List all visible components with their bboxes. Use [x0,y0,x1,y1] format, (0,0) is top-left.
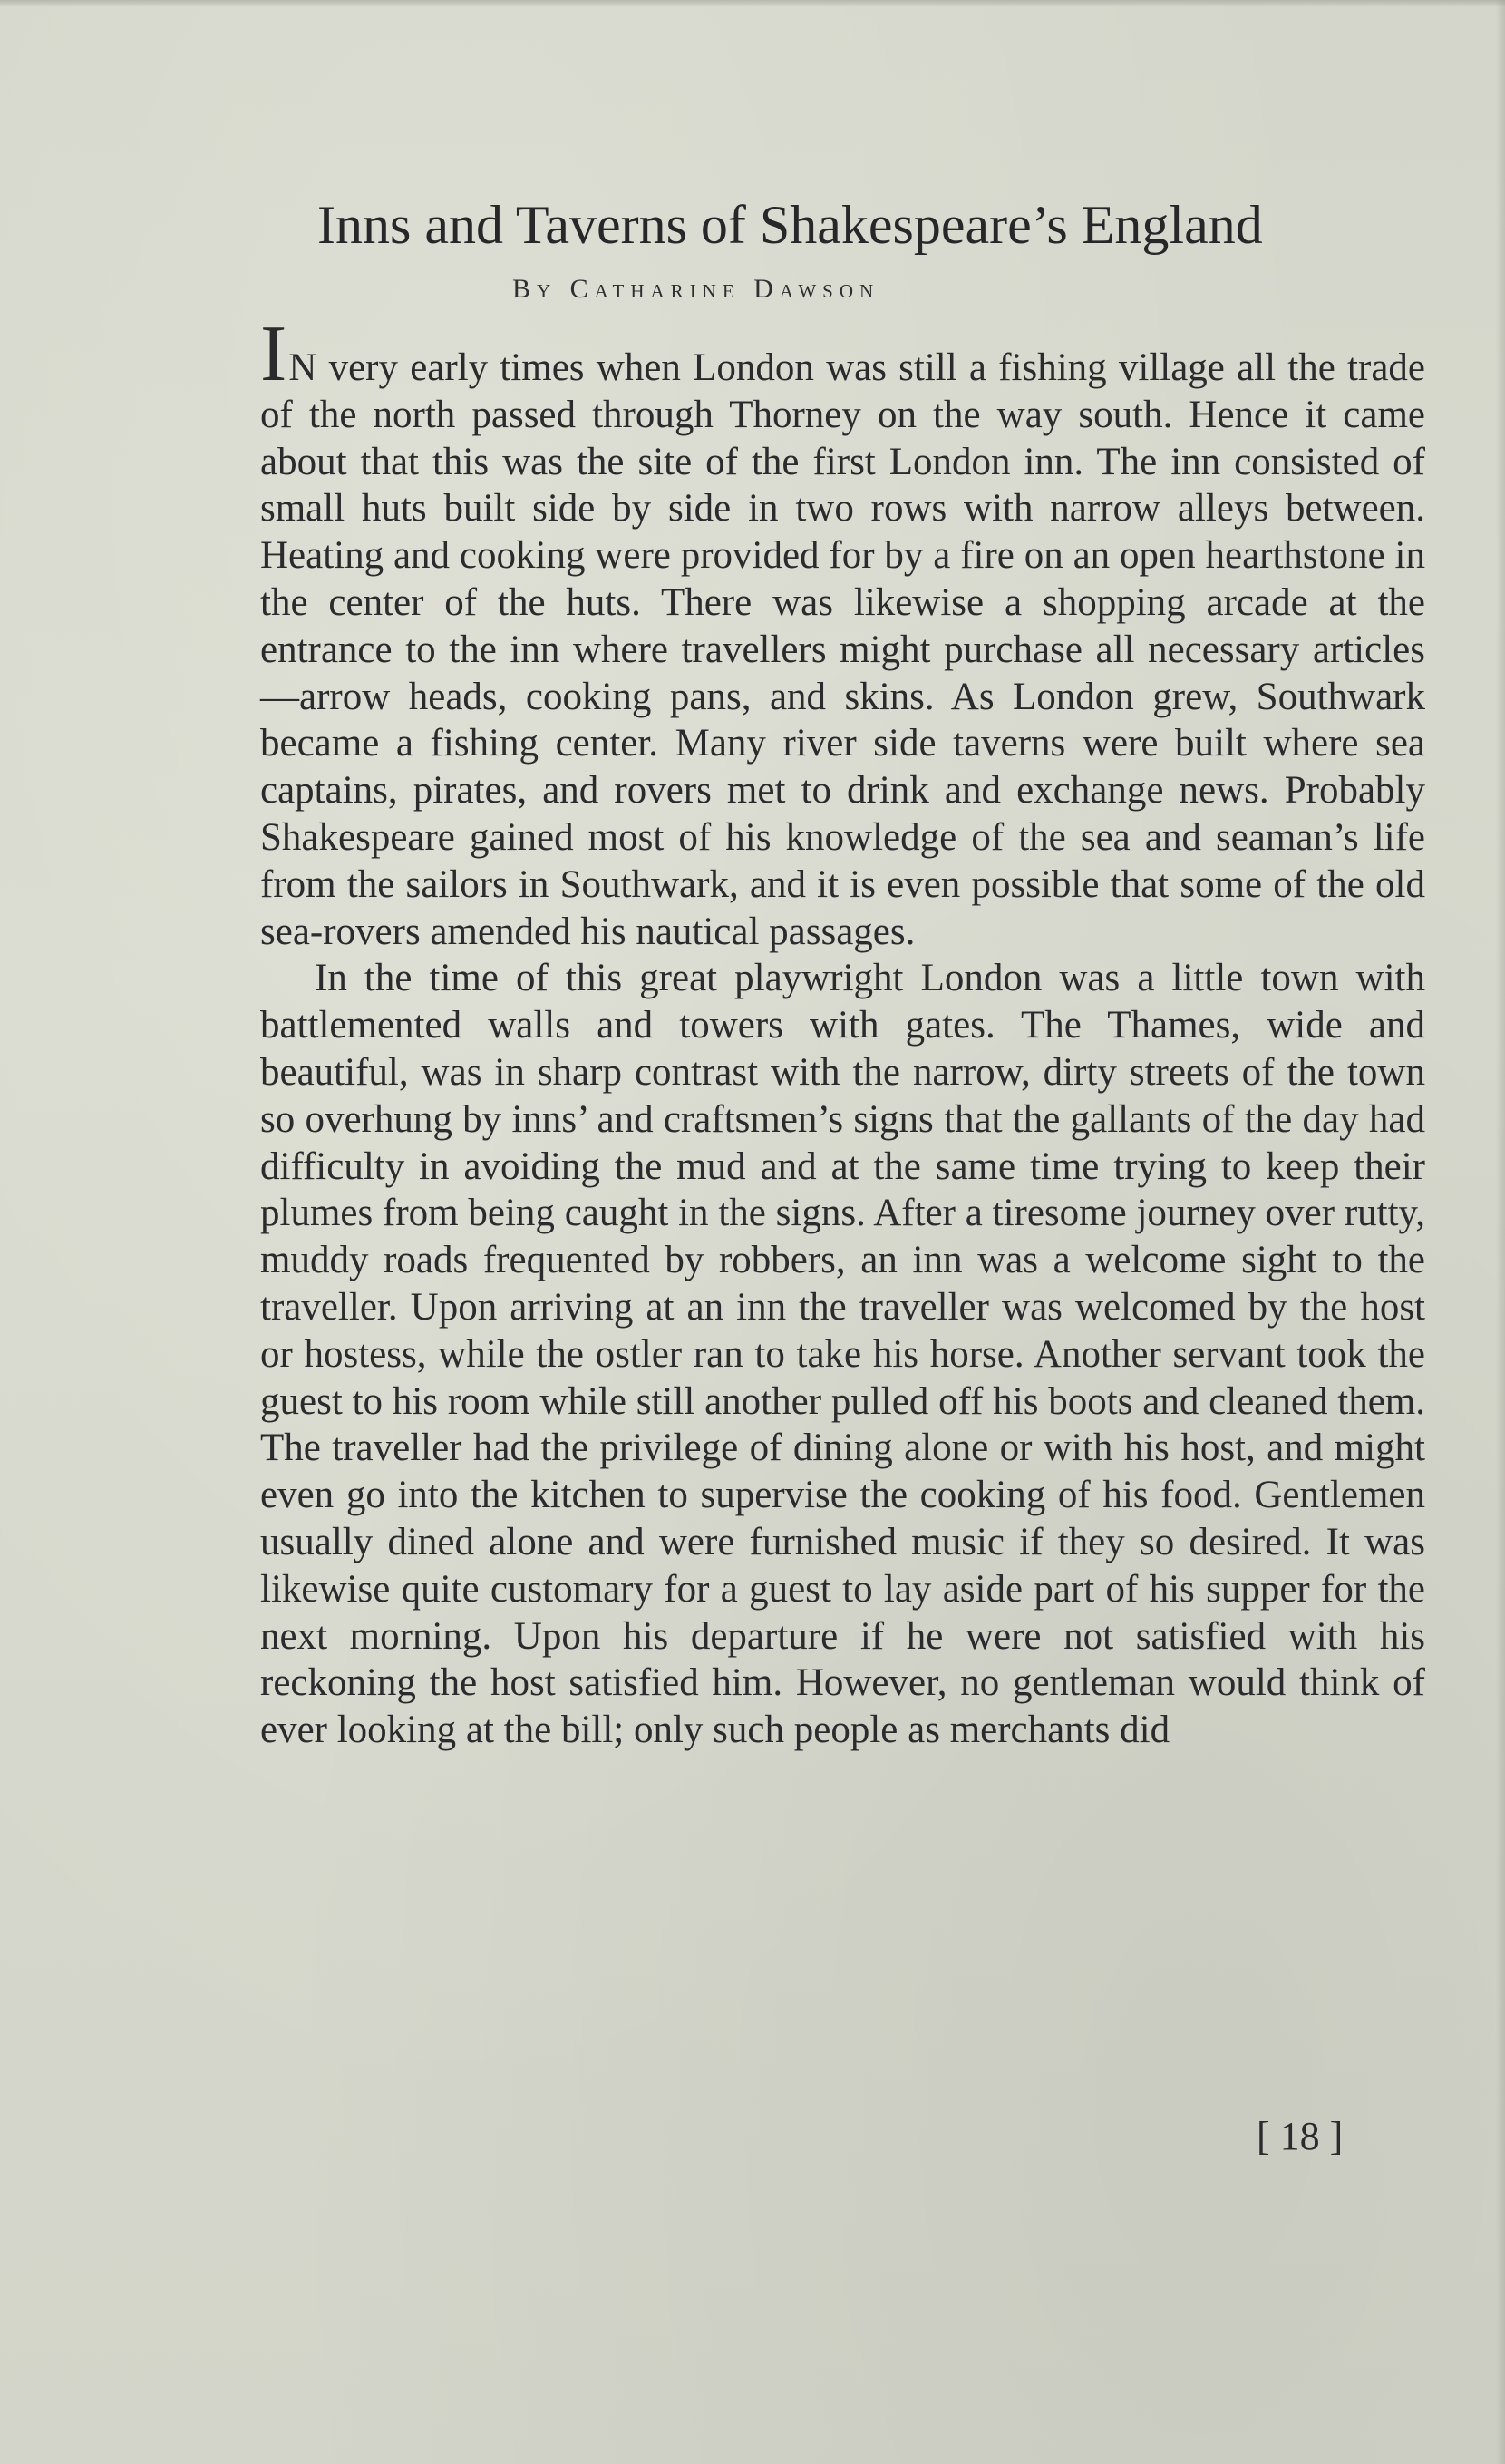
article-body [260,310,1425,1754]
paragraph-1: IN very early times when London was still a fishing village all the trade of the north passed through Thorney on the way south. Hence it came about that this was the site of the first London inn. The inn consisted of small huts built side by side in two rows with narrow alleys between. Heating and cooking were provided for by a fire on an open hearthstone in the center of the huts. There was likewise a shopping arcade at the entrance to the inn where travellers might purchase all necessary articles—arrow heads, cooking pans, and skins. As London grew, Southwark became a fishing center. Many river side taverns were built where sea captains, pirates, and rovers met to drink and exchange news. Probably Shakespeare gained most of his knowledge of the sea and seaman’s life from the sailors in Southwark, and it is even possible that some of the old sea-rovers amended his nautical passages. [260,310,1425,953]
page-number: [ 18 ] [1257,2114,1344,2158]
article-byline: By Catharine Dawson [512,274,880,304]
paragraph-2: In the time of this great playwright London was a little town with battlemented walls and towers with gates. The Thames, wide and beautiful, was in sharp contrast with the narrow, dirty streets of the town so overhung by inns’ and craftsmen’s signs that the gallants of the day had difficulty in avoiding the mud and at the same time trying to keep their plumes from being caught in the signs. After a tiresome journey over rutty, muddy roads frequented by robbers, an inn was a welcome sight to the traveller. Upon arriving at an inn the traveller was welcomed by the host or hostess, while the ostler ran to take his horse. Another servant took the guest to his room while still another pulled off his boots and cleaned them. The traveller had the privilege of dining alone or with his host, and might even go into the kitchen to supervise the cooking of his food. Gentlemen usually dined alone and were furnished music if they so desired. It was likewise quite customary for a guest to lay aside part of his supper for the next morning. Upon his departure if he were not satisfied with his reckoning the host satisfied him. However, no gentleman would think of ever looking at the bill; only such people as merchants did [260,957,1425,1752]
article-title: Inns and Taverns of Shakespeare’s England [317,195,1263,255]
